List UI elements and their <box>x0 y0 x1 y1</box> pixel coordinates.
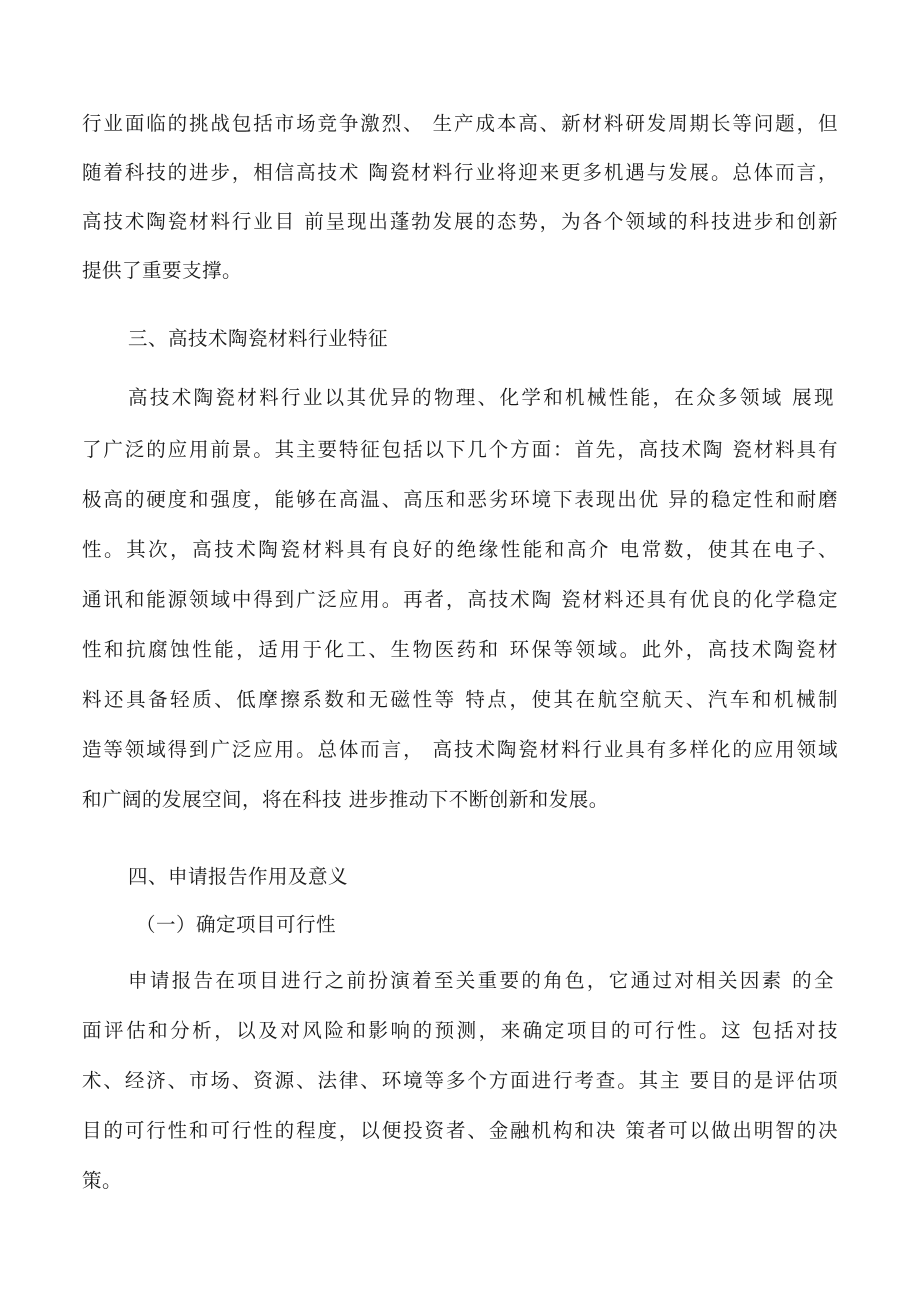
paragraph-3-line-3: 术、经济、市场、资源、法律、环境等多个方面进行考查。其主 要目的是评估项 <box>82 1069 838 1092</box>
paragraph-1-line-4: 提供了重要支撑。 <box>82 259 243 282</box>
paragraph-2-line-7: 料还具备轻质、低摩擦系数和无磁性等 特点，使其在航空航天、汽车和机械制 <box>82 688 838 711</box>
paragraph-3-line-5: 策。 <box>82 1169 123 1192</box>
paragraph-1-line-2: 随着科技的进步，相信高技术 陶瓷材料行业将迎来更多机遇与发展。总体而言， <box>82 161 838 184</box>
paragraph-1-line-3: 高技术陶瓷材料行业目 前呈现出蓬勃发展的态势，为各个领域的科技进步和创新 <box>82 210 838 233</box>
paragraph-3-line-2: 面评估和分析，以及对风险和影响的预测，来确定项目的可行性。这 包括对技 <box>82 1019 838 1042</box>
paragraph-2-line-3: 极高的硬度和强度，能够在高温、高压和恶劣环境下表现出优 异的稳定性和耐磨 <box>82 488 838 511</box>
section-4-subheading: （一）确定项目可行性 <box>136 913 337 936</box>
paragraph-2-line-5: 通讯和能源领域中得到广泛应用。再者，高技术陶 瓷材料还具有优良的化学稳定 <box>82 588 838 611</box>
paragraph-2-line-9: 和广阔的发展空间，将在科技 进步推动下不断创新和发展。 <box>82 788 609 811</box>
paragraph-2-line-1: 高技术陶瓷材料行业以其优异的物理、化学和机械性能，在众多领域 展现 <box>128 386 834 409</box>
paragraph-2-line-6: 性和抗腐蚀性能，适用于化工、生物医药和 环保等领域。此外，高技术陶瓷材 <box>82 638 838 661</box>
section-4-heading: 四、申请报告作用及意义 <box>128 865 349 888</box>
paragraph-3-line-1: 申请报告在项目进行之前扮演着至关重要的角色，它通过对相关因素 的全 <box>128 969 834 992</box>
paragraph-2-line-4: 性。其次，高技术陶瓷材料具有良好的绝缘性能和高介 电常数，使其在电子、 <box>82 538 838 561</box>
paragraph-2-line-2: 了广泛的应用前景。其主要特征包括以下几个方面：首先，高技术陶 瓷材料具有 <box>82 438 838 461</box>
paragraph-2-line-8: 造等领域得到广泛应用。总体而言， 高技术陶瓷材料行业具有多样化的应用领域 <box>82 738 838 761</box>
section-3-heading: 三、高技术陶瓷材料行业特征 <box>128 327 389 350</box>
paragraph-3-line-4: 目的可行性和可行性的程度，以便投资者、金融机构和决 策者可以做出明智的决 <box>82 1119 838 1142</box>
paragraph-1-line-1: 行业面临的挑战包括市场竞争激烈、 生产成本高、新材料研发周期长等问题，但 <box>82 112 838 135</box>
